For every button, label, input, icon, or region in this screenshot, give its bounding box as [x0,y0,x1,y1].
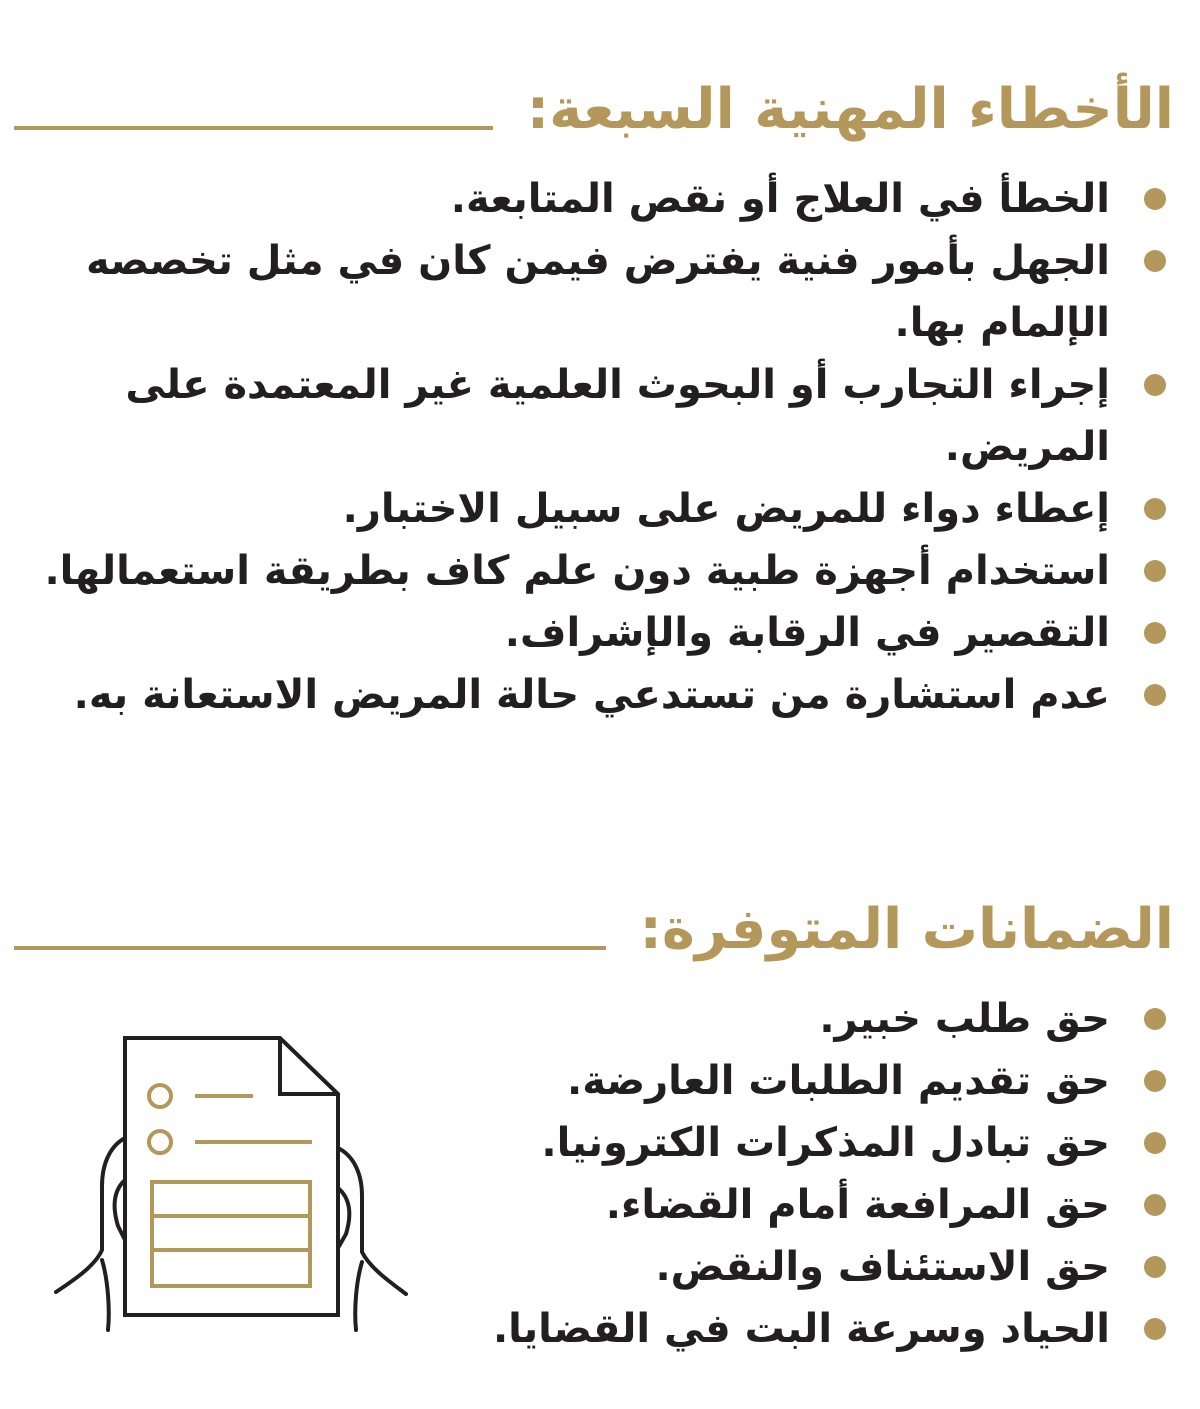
list-item-text: حق المرافعة أمام القضاء. [605,1182,1110,1228]
list-item [40,168,1170,230]
bullet-dot-icon [1144,250,1166,272]
errors-section-header [14,77,1174,142]
list-item [40,540,1170,602]
bullet-dot-icon [1144,684,1166,706]
bullet-dot-icon [1144,498,1166,520]
list-item-text: حق طلب خبير. [819,996,1110,1042]
list-item-text: التقصير في الرقابة والإشراف. [504,610,1110,656]
guarantees-section-header [14,897,1174,962]
bullet-dot-icon [1144,1070,1166,1092]
bullet-dot-icon [1144,1132,1166,1154]
list-item-text: عدم استشارة من تستدعي حالة المريض الاستعانة به. [73,672,1110,718]
list-item-text: الخطأ في العلاج أو نقص المتابعة. [450,176,1110,222]
list-item [410,1174,1170,1236]
document-in-hands-icon [50,1030,420,1340]
bullet-dot-icon [1144,622,1166,644]
bullet-dot-icon [1144,1256,1166,1278]
list-item-text: الجهل بأمور فنية يفترض فيمن كان في مثل تخصصه الإلمام بها. [85,238,1110,346]
list-item [410,988,1170,1050]
bullet-dot-icon [1144,1318,1166,1340]
list-item [40,354,1170,478]
bullet-dot-icon [1144,560,1166,582]
errors-title-divider [14,126,493,130]
list-item [410,1112,1170,1174]
list-item [410,1236,1170,1298]
bullet-dot-icon [1144,188,1166,210]
errors-section-title: الأخطاء المهنية السبعة: [526,77,1174,142]
bullet-dot-icon [1144,1194,1166,1216]
list-item-text: حق الاستئناف والنقض. [655,1244,1110,1290]
list-item-text: استخدام أجهزة طبية دون علم كاف بطريقة استعمالها. [44,548,1110,594]
bullet-dot-icon [1144,1008,1166,1030]
list-item [40,478,1170,540]
list-item-text: إعطاء دواء للمريض على سبيل الاختبار. [342,486,1110,532]
list-item-text: حق تبادل المذكرات الكترونيا. [541,1120,1110,1166]
list-item [410,1298,1170,1360]
list-item [410,1050,1170,1112]
guarantees-title-divider [14,946,606,950]
errors-list [40,168,1170,726]
list-item-text: الحياد وسرعة البت في القضايا. [492,1306,1110,1352]
bullet-dot-icon [1144,374,1166,396]
list-item-text: إجراء التجارب أو البحوث العلمية غير المعتمدة على المريض. [125,362,1110,470]
guarantees-section-title: الضمانات المتوفرة: [639,897,1174,962]
list-item [40,602,1170,664]
list-item-text: حق تقديم الطلبات العارضة. [567,1058,1110,1104]
guarantees-list [410,988,1170,1360]
list-item [40,664,1170,726]
list-item [40,230,1170,354]
